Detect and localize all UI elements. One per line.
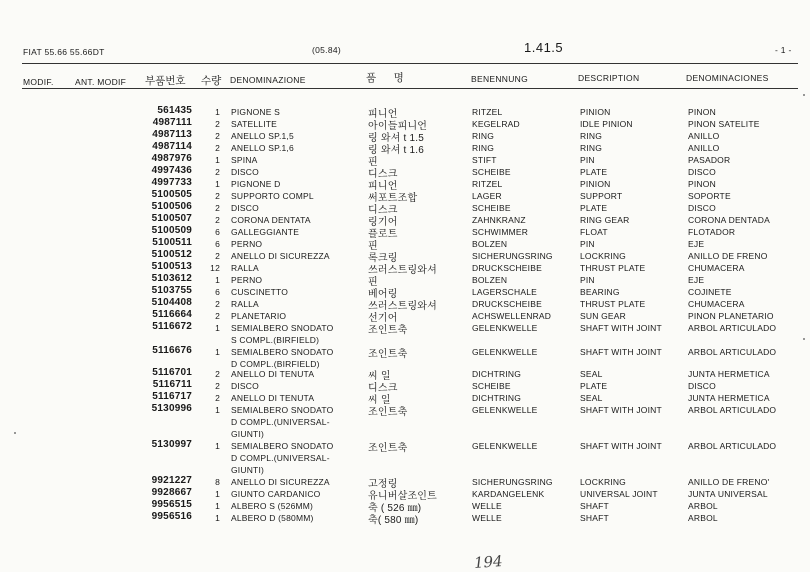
description: SHAFT WITH JOINT: [580, 405, 662, 415]
name-korean: 씨 일: [368, 395, 391, 406]
scan-mark: [14, 432, 16, 434]
benennung: RING: [472, 143, 495, 153]
part-number: 5103755: [151, 285, 192, 296]
denominazione: ANELLO SP.1,6: [231, 143, 294, 153]
description: PLATE: [580, 203, 608, 213]
denominazione: PLANETARIO: [231, 311, 287, 321]
denominazione-continued: S COMPL.(BIRFIELD): [231, 335, 320, 345]
denominazione: SEMIALBERO SNODATO: [231, 323, 334, 333]
quantity: 1: [215, 179, 220, 189]
part-number: 5100511: [152, 237, 192, 248]
name-korean: 피니언: [368, 181, 398, 192]
name-korean: 플로트: [368, 229, 398, 240]
benennung: STIFT: [472, 155, 497, 165]
denominazione-continued: GIUNTI): [231, 465, 265, 475]
denominazione: DISCO: [231, 203, 259, 213]
benennung: KEGELRAD: [472, 119, 520, 129]
denominacion: ANILLO DE FRENO: [688, 251, 768, 261]
benennung: RITZEL: [472, 179, 503, 189]
denominacion: CHUMACERA: [688, 299, 745, 309]
part-number: 5130996: [151, 403, 192, 414]
quantity: 1: [215, 347, 220, 357]
description: RING: [580, 131, 603, 141]
denominazione: PERNO: [231, 275, 263, 285]
benennung: DRUCKSCHEIBE: [472, 263, 542, 273]
description: IDLE PINION: [580, 119, 633, 129]
denominacion: PINON SATELITE: [688, 119, 760, 129]
part-number: 5103612: [151, 273, 192, 284]
name-korean: 유니버살조인트: [368, 491, 438, 502]
table-row: [0, 215, 810, 227]
description: PIN: [580, 275, 595, 285]
benennung: RITZEL: [472, 107, 503, 117]
denominazione: ALBERO S (526MM): [231, 501, 314, 511]
benennung: SCHEIBE: [472, 167, 511, 177]
description: PLATE: [580, 167, 608, 177]
denominacion: EJE: [688, 239, 705, 249]
quantity: 2: [215, 143, 220, 153]
denominacion: PINON PLANETARIO: [688, 311, 774, 321]
quantity: 6: [215, 227, 220, 237]
benennung: SCHWIMMER: [472, 227, 529, 237]
description: SHAFT: [580, 501, 609, 511]
denominacion: ANILLO DE FRENO': [688, 477, 770, 487]
description: RING: [580, 143, 603, 153]
name-korean: 베어링: [368, 289, 398, 300]
part-number: 5116672: [152, 321, 192, 332]
denominacion: ANILLO: [688, 131, 720, 141]
description: SUN GEAR: [580, 311, 626, 321]
name-korean: 링 와셔 t 1.6: [368, 145, 424, 156]
description: SHAFT WITH JOINT: [580, 441, 662, 451]
part-number: 5116676: [152, 345, 192, 356]
page-number: - 1 -: [775, 45, 792, 55]
denominazione-continued: D COMPL.(BIRFIELD): [231, 359, 320, 369]
description: SEAL: [580, 393, 603, 403]
denominazione: ANELLO SP.1,5: [231, 131, 294, 141]
handwritten-page-note: 194: [473, 552, 504, 572]
quantity: 2: [215, 393, 220, 403]
denominacion: ARBOL ARTICULADO: [688, 323, 777, 333]
table-row: [0, 381, 810, 393]
table-row: [0, 227, 810, 239]
denominazione: DISCO: [231, 167, 259, 177]
quantity: 2: [215, 131, 220, 141]
denominazione: RALLA: [231, 299, 259, 309]
name-korean: 핀: [368, 277, 378, 288]
header-rule-bottom: [22, 88, 798, 89]
table-row: [0, 191, 810, 203]
quantity: 1: [215, 155, 220, 165]
quantity: 1: [215, 275, 220, 285]
table-row: [0, 369, 810, 381]
table-row: [0, 323, 810, 335]
benennung: GELENKWELLE: [472, 405, 538, 415]
denominazione-continued: GIUNTI): [231, 429, 265, 439]
denominacion: DISCO: [688, 203, 716, 213]
name-korean: 링 와셔 t 1.5: [368, 133, 424, 144]
benennung: SCHEIBE: [472, 381, 511, 391]
col-denominazione: DENOMINAZIONE: [230, 75, 306, 85]
denominazione: GALLEGGIANTE: [231, 227, 300, 237]
name-korean: 아이들피니언: [368, 121, 428, 132]
part-number: 9956516: [151, 511, 192, 522]
denominazione: SUPPORTO COMPL: [231, 191, 314, 201]
part-number: 4997733: [151, 177, 192, 188]
denominazione: RALLA: [231, 263, 259, 273]
description: BEARING: [580, 287, 620, 297]
benennung: SICHERUNGSRING: [472, 251, 553, 261]
description: RING GEAR: [580, 215, 630, 225]
name-korean: 고정링: [368, 479, 398, 490]
edition-date: (05.84): [312, 45, 342, 55]
part-number: 5116664: [152, 309, 192, 320]
part-number: 5100506: [151, 201, 192, 212]
denominacion: FLOTADOR: [688, 227, 736, 237]
description: THRUST PLATE: [580, 299, 646, 309]
header-rule-top: [22, 63, 798, 64]
name-korean: 축 ( 526 ㎜): [368, 503, 422, 514]
name-korean: 디스크: [368, 205, 398, 216]
description: UNIVERSAL JOINT: [580, 489, 658, 499]
table-row: [0, 275, 810, 287]
denominacion: PINON: [688, 107, 716, 117]
description: SEAL: [580, 369, 603, 379]
benennung: GELENKWELLE: [472, 323, 538, 333]
scan-mark: [803, 94, 805, 96]
denominacion: ARBOL: [688, 501, 718, 511]
part-number: 9956515: [151, 499, 192, 510]
name-korean: 링기어: [368, 217, 398, 228]
denominazione: ALBERO D (580MM): [231, 513, 314, 523]
quantity: 1: [215, 513, 220, 523]
description: THRUST PLATE: [580, 263, 646, 273]
quantity: 2: [215, 215, 220, 225]
quantity: 8: [215, 477, 220, 487]
quantity: 6: [215, 239, 220, 249]
quantity: 2: [215, 203, 220, 213]
model-title: FIAT 55.66 55.66DT: [23, 47, 105, 57]
name-korean: 조인트축: [368, 325, 408, 336]
quantity: 2: [215, 369, 220, 379]
part-number: 5100505: [151, 189, 192, 200]
scan-mark: [803, 338, 805, 340]
name-korean: 록크링: [368, 253, 398, 264]
denominazione: SEMIALBERO SNODATO: [231, 347, 334, 357]
name-korean: 조인트축: [368, 349, 408, 360]
denominazione: ANELLO DI SICUREZZA: [231, 477, 330, 487]
table-row: [0, 143, 810, 155]
quantity: 1: [215, 107, 220, 117]
denominacion: ARBOL: [688, 513, 718, 523]
benennung: RING: [472, 131, 495, 141]
denominacion: ANILLO: [688, 143, 720, 153]
table-row: [0, 239, 810, 251]
name-korean: 선기어: [368, 313, 398, 324]
denominazione: ANELLO DI TENUTA: [231, 393, 315, 403]
benennung: BOLZEN: [472, 239, 508, 249]
description: SHAFT WITH JOINT: [580, 323, 662, 333]
description: SHAFT: [580, 513, 609, 523]
part-number: 5116717: [152, 391, 192, 402]
benennung: GELENKWELLE: [472, 441, 538, 451]
part-number: 5100509: [151, 225, 192, 236]
part-number: 5100513: [151, 261, 192, 272]
part-number: 9921227: [151, 475, 192, 486]
benennung: GELENKWELLE: [472, 347, 538, 357]
table-row: [0, 405, 810, 417]
col-part-number-ko: 부품번호: [145, 75, 186, 87]
benennung: ACHSWELLENRAD: [472, 311, 552, 321]
name-korean: 디스크: [368, 169, 398, 180]
col-benennung: BENENNUNG: [471, 74, 529, 84]
benennung: SCHEIBE: [472, 203, 511, 213]
denominacion: EJE: [688, 275, 705, 285]
quantity: 1: [215, 323, 220, 333]
name-korean: 축( 580 ㎜): [368, 515, 419, 526]
denominazione: PERNO: [231, 239, 263, 249]
denominazione: SPINA: [231, 155, 258, 165]
name-korean: 핀: [368, 241, 378, 252]
benennung: DICHTRING: [472, 393, 522, 403]
denominazione: ANELLO DI SICUREZZA: [231, 251, 330, 261]
benennung: LAGERSCHALE: [472, 287, 538, 297]
table-row: [0, 155, 810, 167]
table-row: [0, 441, 810, 453]
table-row: [0, 347, 810, 359]
denominazione-continued: D COMPL.(UNIVERSAL-: [231, 417, 330, 427]
table-row: [0, 513, 810, 525]
name-korean: 디스크: [368, 383, 398, 394]
description: PINION: [580, 179, 611, 189]
quantity: 12: [210, 263, 220, 273]
description: PLATE: [580, 381, 608, 391]
col-ant-modif: ANT. MODIF: [75, 77, 127, 87]
quantity: 2: [215, 311, 220, 321]
name-korean: 쓰러스트링와셔: [368, 265, 438, 276]
denominacion: ARBOL ARTICULADO: [688, 347, 777, 357]
benennung: WELLE: [472, 513, 502, 523]
denominacion: DISCO: [688, 381, 716, 391]
denominazione-continued: D COMPL.(UNIVERSAL-: [231, 453, 330, 463]
part-number: 5116701: [152, 367, 192, 378]
denominazione: SEMIALBERO SNODATO: [231, 405, 334, 415]
denominazione: GIUNTO CARDANICO: [231, 489, 321, 499]
denominazione: DISCO: [231, 381, 259, 391]
quantity: 6: [215, 287, 220, 297]
part-number: 561435: [157, 105, 192, 116]
denominacion: PASADOR: [688, 155, 731, 165]
table-row: [0, 263, 810, 275]
denominazione: CORONA DENTATA: [231, 215, 311, 225]
denominacion: CORONA DENTADA: [688, 215, 770, 225]
description: SHAFT WITH JOINT: [580, 347, 662, 357]
part-number: 5100507: [151, 213, 192, 224]
name-korean: 씨 일: [368, 371, 391, 382]
col-qty-ko: 수량: [201, 75, 222, 87]
quantity: 2: [215, 167, 220, 177]
quantity: 1: [215, 441, 220, 451]
table-row: [0, 203, 810, 215]
denominacion: SOPORTE: [688, 191, 731, 201]
col-description: DESCRIPTION: [578, 73, 640, 83]
benennung: WELLE: [472, 501, 502, 511]
part-number: 4987111: [152, 117, 192, 128]
description: PIN: [580, 155, 595, 165]
denominazione: PIGNONE S: [231, 107, 281, 117]
part-number: 5116711: [152, 379, 192, 390]
denominacion: COJINETE: [688, 287, 732, 297]
denominacion: JUNTA UNIVERSAL: [688, 489, 768, 499]
part-number: 5100512: [151, 249, 192, 260]
part-number: 5130997: [151, 439, 192, 450]
name-korean: 피니언: [368, 109, 398, 120]
part-number: 4987976: [151, 153, 192, 164]
denominacion: ARBOL ARTICULADO: [688, 441, 777, 451]
quantity: 1: [215, 501, 220, 511]
col-denominaciones: DENOMINACIONES: [686, 73, 769, 83]
part-number: 4997436: [151, 165, 192, 176]
name-korean: 조인트축: [368, 443, 408, 454]
quantity: 2: [215, 251, 220, 261]
name-korean: 핀: [368, 157, 378, 168]
quantity: 2: [215, 381, 220, 391]
denominazione: SATELLITE: [231, 119, 278, 129]
part-number: 4987114: [152, 141, 192, 152]
table-row: [0, 167, 810, 179]
benennung: DRUCKSCHEIBE: [472, 299, 542, 309]
benennung: DICHTRING: [472, 369, 522, 379]
name-korean: 써포트조합: [368, 193, 418, 204]
description: FLOAT: [580, 227, 608, 237]
col-modif: MODIF.: [23, 77, 54, 87]
benennung: KARDANGELENK: [472, 489, 545, 499]
table-row: [0, 299, 810, 311]
group-number: 1.41.5: [524, 40, 564, 55]
denominacion: JUNTA HERMETICA: [688, 393, 770, 403]
description: LOCKRING: [580, 477, 626, 487]
name-korean: 조인트축: [368, 407, 408, 418]
benennung: BOLZEN: [472, 275, 508, 285]
denominacion: JUNTA HERMETICA: [688, 369, 770, 379]
quantity: 1: [215, 405, 220, 415]
quantity: 2: [215, 119, 220, 129]
quantity: 2: [215, 299, 220, 309]
denominazione: PIGNONE D: [231, 179, 281, 189]
part-number: 4987113: [152, 129, 192, 140]
quantity: 2: [215, 191, 220, 201]
part-number: 9928667: [151, 487, 192, 498]
description: PIN: [580, 239, 595, 249]
denominacion: CHUMACERA: [688, 263, 745, 273]
benennung: SICHERUNGSRING: [472, 477, 553, 487]
quantity: 1: [215, 489, 220, 499]
col-name-ko: 품 명: [366, 72, 404, 84]
denominazione: SEMIALBERO SNODATO: [231, 441, 334, 451]
denominazione: CUSCINETTO: [231, 287, 289, 297]
description: PINION: [580, 107, 611, 117]
part-number: 5104408: [151, 297, 192, 308]
name-korean: 쓰러스트링와셔: [368, 301, 438, 312]
denominacion: ARBOL ARTICULADO: [688, 405, 777, 415]
denominazione: ANELLO DI TENUTA: [231, 369, 315, 379]
benennung: LAGER: [472, 191, 502, 201]
denominacion: PINON: [688, 179, 716, 189]
description: SUPPORT: [580, 191, 623, 201]
benennung: ZAHNKRANZ: [472, 215, 526, 225]
denominacion: DISCO: [688, 167, 716, 177]
description: LOCKRING: [580, 251, 626, 261]
